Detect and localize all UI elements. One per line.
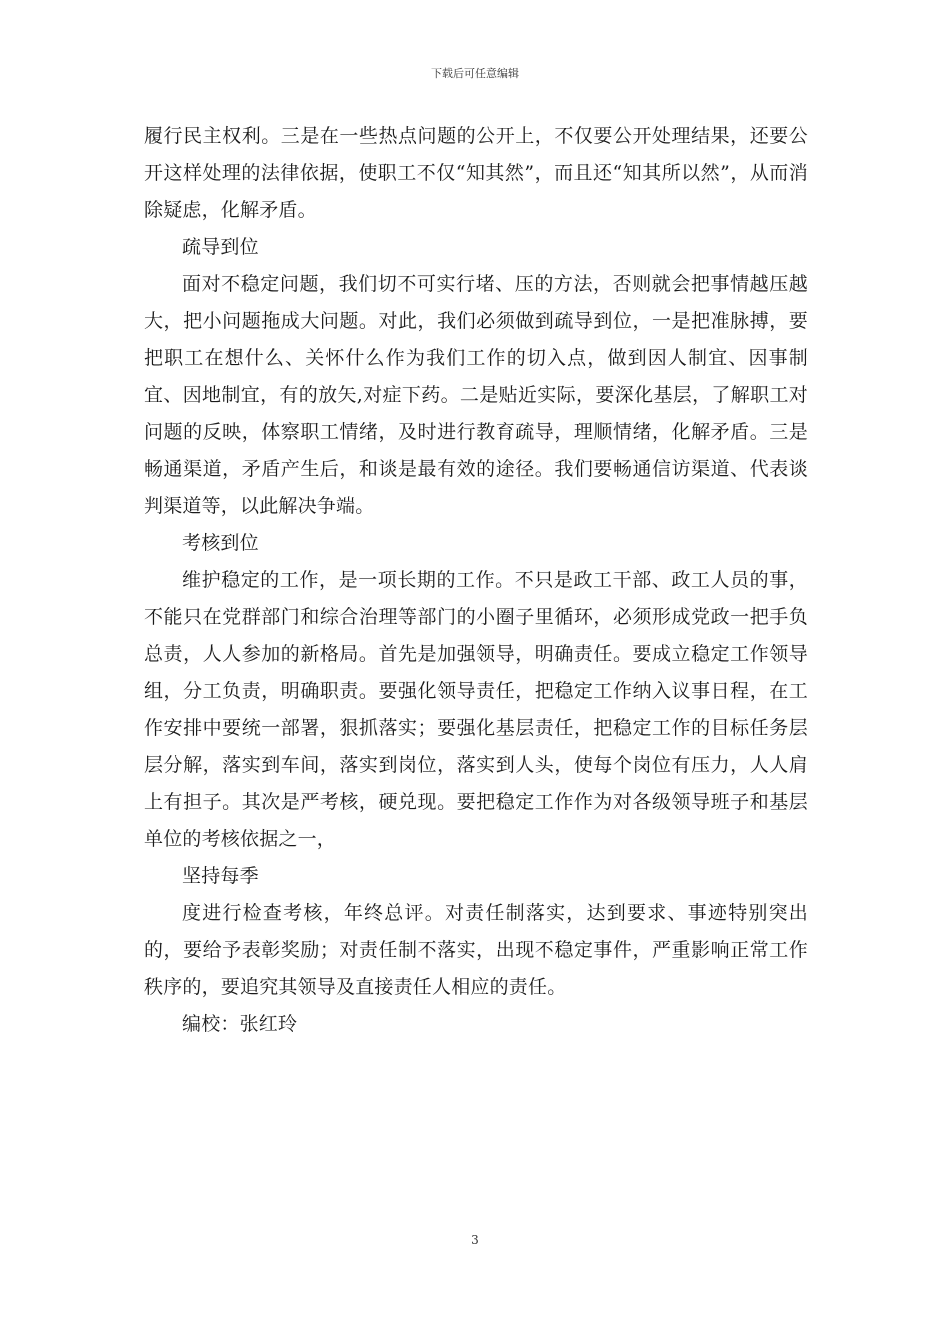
section-heading-guidance: 疏导到位	[182, 236, 259, 258]
page-header: 下载后可任意编辑	[431, 67, 519, 80]
paragraph-quarterly-heading: 坚持每季	[182, 865, 259, 887]
document-body	[144, 118, 808, 1043]
paragraph-guidance: 面对不稳定问题，我们切不可实行堵、压的方法，否则就会把事情越压越大，把小问题拖成大问题。对此，我们必须做到疏导到位，一是把准脉搏，要把职工在想什么、关怀什么作为我们工作的切入点，做到因人制宜、因事制宜、因地制宜，有的放矢,对症下药。二是贴近实际，要深化基层，了解职工对问题的反映，体察职工情绪，及时进行教育疏导，理顺情绪，化解矛盾。三是畅通渠道，矛盾产生后，和谈是最有效的途径。我们要畅通信访渠道、代表谈判渠道等，以此解决争端。	[144, 273, 808, 517]
paragraph-quarterly: 度进行检查考核，年终总评。对责任制落实，达到要求、事迹特别突出的，要给予表彰奖励；对责任制不落实，出现不稳定事件，严重影响正常工作秩序的，要追究其领导及直接责任人相应的责任。	[144, 902, 808, 998]
section-heading-assessment: 考核到位	[182, 532, 259, 554]
page-number: 3	[471, 1233, 479, 1247]
paragraph-continuation: 履行民主权利。三是在一些热点问题的公开上，不仅要公开处理结果，还要公开这样处理的法律依据，使职工不仅“知其然”，而且还“知其所以然”，从而消除疑虑，化解矛盾。	[144, 125, 808, 221]
editor-credit: 编校：张红玲	[182, 1013, 298, 1035]
paragraph-assessment: 维护稳定的工作，是一项长期的工作。不只是政工干部、政工人员的事，不能只在党群部门和综合治理等部门的小圈子里循环，必须形成党政一把手负总责，人人参加的新格局。首先是加强领导，明确责任。要成立稳定工作领导组，分工负责，明确职责。要强化领导责任，把稳定工作纳入议事日程，在工作安排中要统一部署，狠抓落实；要强化基层责任，把稳定工作的目标任务层层分解，落实到车间，落实到岗位，落实到人头，使每个岗位有压力，人人肩上有担子。其次是严考核，硬兑现。要把稳定工作作为对各级领导班子和基层单位的考核依据之一，	[144, 569, 808, 850]
